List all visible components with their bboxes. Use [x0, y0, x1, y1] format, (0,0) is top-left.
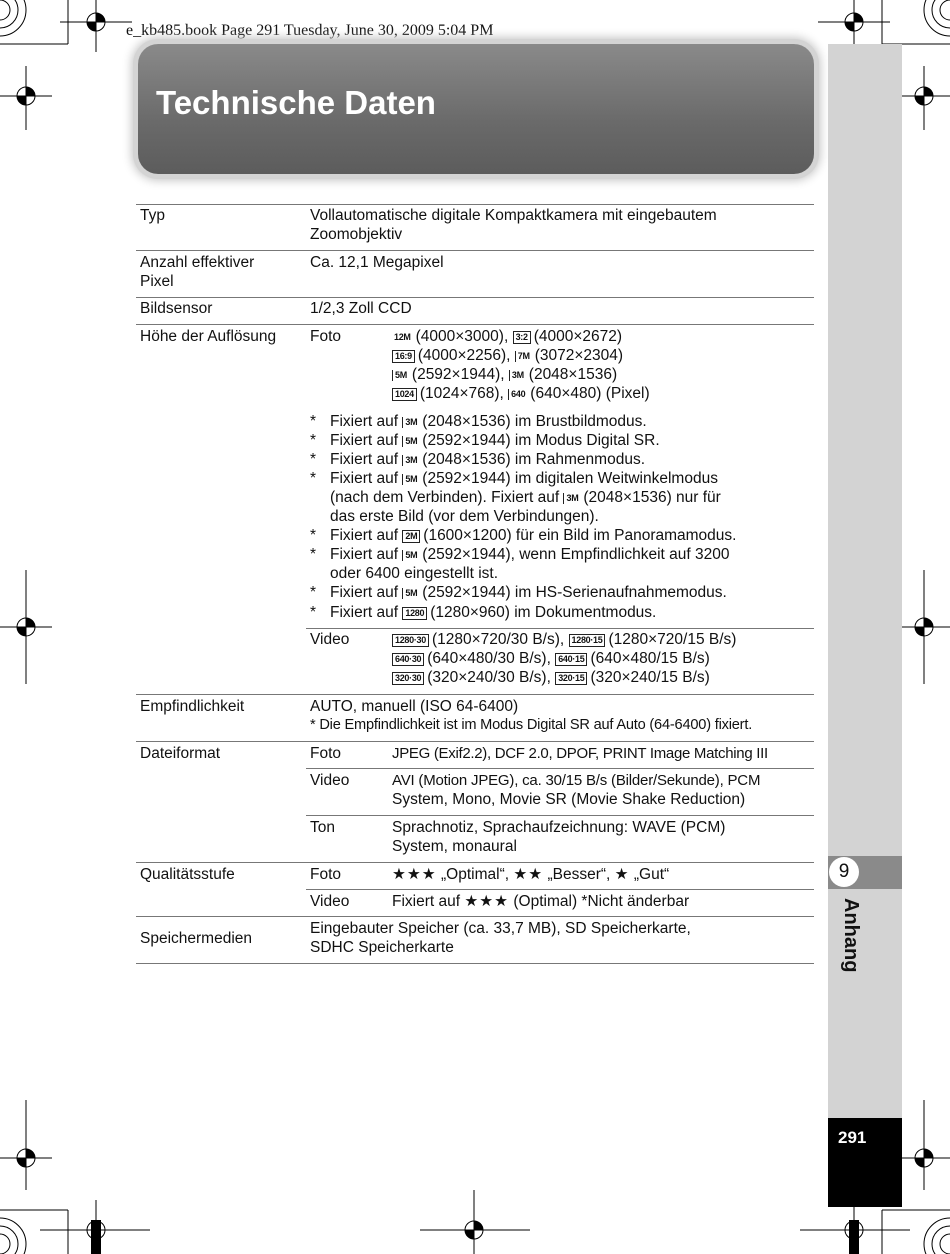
- size-3m-icon: 3M: [402, 417, 419, 428]
- rule: [136, 250, 814, 251]
- rule-top: [136, 204, 814, 205]
- rule: [136, 916, 814, 917]
- size-16-9-icon: 16:9: [392, 350, 415, 363]
- value-typ-line1: Vollautomatische digitale Kompaktkamera mit eingebautem: [310, 207, 717, 224]
- size-3m-icon: 3M: [563, 493, 580, 504]
- chapter-label-box: [836, 898, 862, 998]
- note-line: Fixiert auf 3M (2048×1536) im Rahmenmodus.: [330, 451, 646, 468]
- value-dateiformat-video-line2: System, Mono, Movie SR (Movie Shake Reduction): [392, 791, 746, 808]
- movie-320-15-icon: 320·15: [555, 672, 587, 685]
- video-resolution-line: 1280·30 (1280×720/30 B/s), 1280·15 (1280×720/15 B/s): [392, 630, 736, 649]
- label-dateiformat: Dateiformat: [140, 745, 221, 762]
- label-dateiformat-video: Video: [310, 772, 350, 789]
- value-speicher-line2: SDHC Speicherkarte: [310, 939, 454, 956]
- note-line: Fixiert auf 3M (2048×1536) im Brustbildmodus.: [330, 413, 647, 430]
- note-asterisk: *: [310, 527, 317, 544]
- rule: [136, 694, 814, 695]
- video-resolution-line: 640·30 (640×480/30 B/s), 640·15 (640×480/15 B/s): [392, 649, 710, 668]
- size-2m-icon: 2M: [402, 530, 420, 543]
- value-qualitaet-video: Fixiert auf ★★★ (Optimal) *Nicht änderbar: [392, 893, 690, 910]
- note-line: Fixiert auf 2M (1600×1200) für ein Bild im Panoramamodus.: [330, 527, 737, 544]
- rule: [136, 741, 814, 742]
- foto-resolution-line: 16:9 (4000×2256), 7M (3072×2304): [392, 346, 623, 365]
- label-aufloesung: Höhe der Auflösung: [140, 328, 277, 345]
- value-empfindlichkeit-line2: * Die Empfindlichkeit ist im Modus Digital SR auf Auto (64-6400) fixiert.: [310, 717, 753, 733]
- foto-resolution-line: 12M (4000×3000), 3:2 (4000×2672): [394, 328, 623, 345]
- value-sensor: 1/2,3 Zoll CCD: [310, 300, 412, 317]
- label-dateiformat-foto: Foto: [310, 745, 342, 762]
- size-5m-icon: 5M: [402, 588, 419, 599]
- note-asterisk: *: [310, 451, 317, 468]
- value-empfindlichkeit-line1: AUTO, manuell (ISO 64-6400): [310, 698, 519, 715]
- label-empfindlichkeit: Empfindlichkeit: [140, 698, 245, 715]
- label-aufloesung-foto: Foto: [310, 328, 342, 345]
- size-3m-icon: 3M: [402, 455, 419, 466]
- rule-bottom: [136, 963, 814, 964]
- page-number-box: [828, 1118, 902, 1207]
- note-line: Fixiert auf 5M (2592×1944) im Modus Digital SR.: [330, 432, 660, 449]
- value-dateiformat-ton-line1: Sprachnotiz, Sprachaufzeichnung: WAVE (PCM): [392, 819, 726, 836]
- page-number: 291: [838, 1128, 867, 1147]
- three-star-icon: ★★★: [392, 866, 437, 883]
- chapter-label: Anhang: [840, 898, 862, 973]
- size-1024-icon: 1024: [392, 388, 417, 401]
- note-asterisk: *: [310, 432, 317, 449]
- video-resolution-line: 320·30 (320×240/30 B/s), 320·15 (320×240/15 B/s): [392, 668, 710, 687]
- size-640-icon: 640: [508, 389, 527, 400]
- three-star-icon: ★★★: [464, 893, 510, 910]
- note-line: Fixiert auf 5M (2592×1944) im HS-Serienaufnahmemodus.: [330, 584, 727, 601]
- movie-640-30-icon: 640·30: [392, 653, 424, 666]
- label-typ: Typ: [140, 207, 165, 224]
- one-star-icon: ★: [614, 866, 630, 883]
- size-3m-icon: 3M: [509, 370, 526, 381]
- rule: [306, 768, 814, 769]
- label-aufloesung-video: Video: [310, 631, 350, 648]
- chapter-number: 9: [829, 857, 859, 887]
- note-asterisk: *: [310, 604, 317, 621]
- label-sensor: Bildsensor: [140, 300, 213, 317]
- label-pixel-line1: Anzahl effektiver: [140, 254, 255, 271]
- print-line: e_kb485.book Page 291 Tuesday, June 30, 2009 5:04 PM: [126, 22, 494, 39]
- label-qualitaet-video: Video: [310, 893, 350, 910]
- foto-resolution-line: 5M (2592×1944), 3M (2048×1536): [392, 365, 617, 384]
- note-asterisk: *: [310, 546, 317, 563]
- rule: [136, 297, 814, 298]
- label-dateiformat-ton: Ton: [310, 819, 335, 836]
- note-line: (nach dem Verbinden). Fixiert auf 3M (2048×1536) nur für: [330, 489, 721, 506]
- note-asterisk: *: [310, 584, 317, 601]
- label-pixel-line2: Pixel: [140, 273, 174, 290]
- size-7m-icon: 7M: [515, 351, 532, 362]
- size-5m-icon: 5M: [392, 370, 409, 381]
- rule: [306, 889, 814, 890]
- foto-resolution-line: 1024 (1024×768), 640 (640×480) (Pixel): [392, 384, 650, 403]
- movie-640-15-icon: 640·15: [555, 653, 587, 666]
- rule: [136, 862, 814, 863]
- note-asterisk: *: [310, 413, 317, 430]
- label-qualitaet-foto: Foto: [310, 866, 342, 883]
- value-speicher-line1: Eingebauter Speicher (ca. 33,7 MB), SD Speicherkarte,: [310, 920, 691, 937]
- rule: [306, 628, 814, 629]
- note-line: oder 6400 eingestellt ist.: [330, 565, 499, 582]
- size-5m-icon: 5M: [402, 550, 419, 561]
- value-qualitaet-foto: ★★★ „Optimal“, ★★ „Besser“, ★ „Gut“: [392, 866, 670, 883]
- note-line: das erste Bild (vor dem Verbindungen).: [330, 508, 599, 525]
- label-qualitaetsstufe: Qualitätsstufe: [140, 866, 235, 883]
- size-5m-icon: 5M: [402, 474, 419, 485]
- size-1280-icon: 1280: [402, 607, 427, 620]
- size-12m-icon: 12M: [394, 332, 411, 342]
- note-line: Fixiert auf 1280 (1280×960) im Dokumentmodus.: [330, 604, 657, 621]
- title-banner: [138, 44, 814, 174]
- note-line: Fixiert auf 5M (2592×1944), wenn Empfindlichkeit auf 3200: [330, 546, 730, 563]
- size-5m-icon: 5M: [402, 436, 419, 447]
- label-speichermedien: Speichermedien: [140, 930, 253, 947]
- value-dateiformat-ton-line2: System, monaural: [392, 838, 517, 855]
- rule: [136, 324, 814, 325]
- note-asterisk: *: [310, 470, 317, 487]
- two-star-icon: ★★: [513, 866, 544, 883]
- page-title: Technische Daten: [156, 84, 436, 121]
- rule: [306, 815, 814, 816]
- movie-320-30-icon: 320·30: [392, 672, 424, 685]
- movie-1280-15-icon: 1280·15: [569, 634, 606, 647]
- value-dateiformat-foto: JPEG (Exif2.2), DCF 2.0, DPOF, PRINT Image Matching III: [392, 745, 768, 762]
- movie-1280-30-icon: 1280·30: [392, 634, 429, 647]
- value-typ-line2: Zoomobjektiv: [310, 226, 403, 243]
- note-line: Fixiert auf 5M (2592×1944) im digitalen Weitwinkelmodus: [330, 470, 718, 487]
- chapter-sidebar: [828, 44, 902, 1207]
- size-3-2-icon: 3:2: [513, 331, 531, 344]
- value-dateiformat-video-line1: AVI (Motion JPEG), ca. 30/15 B/s (Bilder/Sekunde), PCM: [392, 772, 761, 789]
- value-pixel: Ca. 12,1 Megapixel: [310, 254, 444, 271]
